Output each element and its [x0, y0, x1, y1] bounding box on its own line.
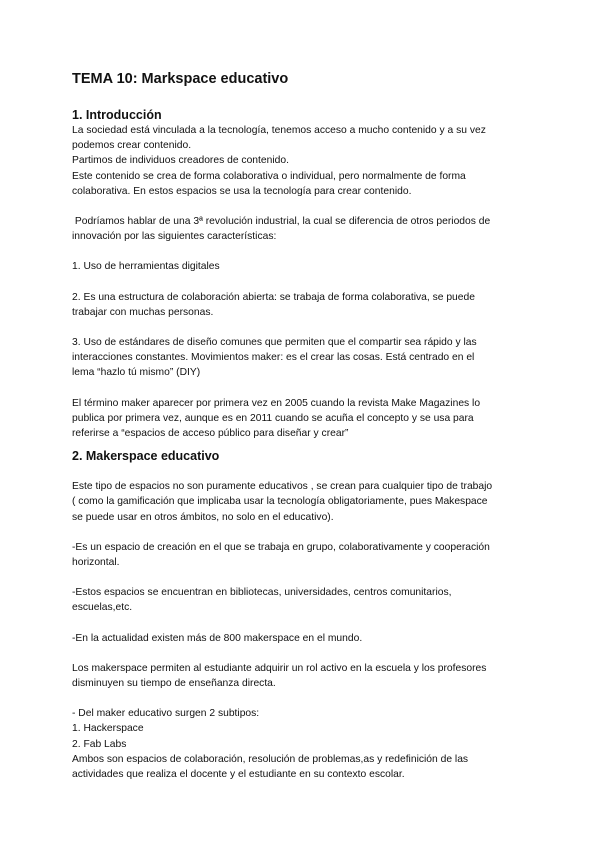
text-line: horizontal. — [72, 557, 120, 569]
text-line: Los makerspace permiten al estudiante adquirir un rol activo en la escuela y los profesores — [72, 662, 487, 674]
text-line: Podríamos hablar de una 3ª revolución industrial, la cual se diferencia de otros periodos de — [72, 216, 491, 228]
text-line: -Es un espacio de creación en el que se trabaja en grupo, colaborativamente y cooperación — [72, 541, 490, 553]
text-line: publica por primera vez, aunque es en 2011 cuando se acuña el concepto y se usa para — [72, 412, 474, 424]
text-line: lema “hazlo tú mismo” (DIY) — [72, 367, 201, 379]
text-line: innovación por las siguientes características: — [72, 231, 277, 243]
text-line: El término maker aparecer por primera vez en 2005 cuando la revista Make Magazines lo — [72, 397, 481, 409]
text-line: referirse a “espacios de acceso público para diseñar y crear” — [72, 428, 349, 440]
list-item-3 — [72, 335, 532, 381]
paragraph-makerspace-6 — [72, 706, 532, 782]
list-item-2 — [72, 290, 532, 320]
text-line: -En la actualidad existen más de 800 makerspace en el mundo. — [72, 632, 363, 644]
page-title: TEMA 10: Markspace educativo — [72, 71, 289, 87]
text-line: interacciones constantes. Movimientos maker: es el crear las cosas. Está centrado en el — [72, 352, 475, 364]
text-line: Este contenido se crea de forma colaborativa o individual, pero normalmente de forma — [72, 170, 466, 182]
section-heading-makerspace: 2. Makerspace educativo — [72, 449, 220, 464]
paragraph-maker — [72, 396, 532, 442]
text-line: se puede usar en otros ámbitos, no solo en el educativo). — [72, 511, 334, 523]
text-line: -Estos espacios se encuentran en bibliotecas, universidades, centros comunitarios, — [72, 587, 452, 599]
list-item-1 — [72, 259, 532, 274]
paragraph-makerspace-2 — [72, 540, 532, 570]
list-item-fab-labs: 2. Fab Labs — [72, 738, 127, 750]
paragraph-intro — [72, 123, 532, 199]
text-line: Partimos de individuos creadores de contenido. — [72, 155, 289, 167]
text-line: disminuyen su tiempo de enseñanza directa. — [72, 678, 276, 690]
text-line: Ambos son espacios de colaboración, resolución de problemas,as y redefinición de las — [72, 753, 469, 765]
text-line: ( como la gamificación que implicaba usar la tecnología obligatoriamente, pues Makespace — [72, 496, 488, 508]
text-line: La sociedad está vinculada a la tecnología, tenemos acceso a mucho contenido y a su vez — [72, 125, 486, 136]
text-line: escuelas,etc. — [72, 602, 133, 614]
text-line: colaborativa. En estos espacios se usa la tecnología para crear contenido. — [72, 185, 412, 197]
text-line: 2. Es una estructura de colaboración abierta: se trabaja de forma colaborativa, se puede — [72, 291, 475, 303]
list-item-hackerspace: 1. Hackerspace — [72, 723, 144, 735]
document-page — [72, 70, 532, 782]
text-line: Este tipo de espacios no son puramente educativos , se crean para cualquier tipo de trabajo — [72, 481, 493, 493]
paragraph-makerspace-5 — [72, 661, 532, 691]
paragraph-makerspace-4 — [72, 631, 532, 646]
text-line: 1. Uso de herramientas digitales — [72, 261, 220, 273]
paragraph-revolution — [72, 214, 532, 244]
text-line: podemos crear contenido. — [72, 140, 192, 152]
paragraph-makerspace-3 — [72, 585, 532, 615]
paragraph-makerspace-1 — [72, 479, 532, 525]
text-line: 3. Uso de estándares de diseño comunes que permiten que el compartir sea rápido y las — [72, 337, 477, 349]
section-heading-introduccion: 1. Introducción — [72, 108, 162, 122]
text-line: trabajar con muchas personas. — [72, 306, 214, 318]
text-line: actividades que realiza el docente y el estudiante en su contexto escolar. — [72, 769, 405, 781]
text-line: - Del maker educativo surgen 2 subtipos: — [72, 708, 260, 720]
